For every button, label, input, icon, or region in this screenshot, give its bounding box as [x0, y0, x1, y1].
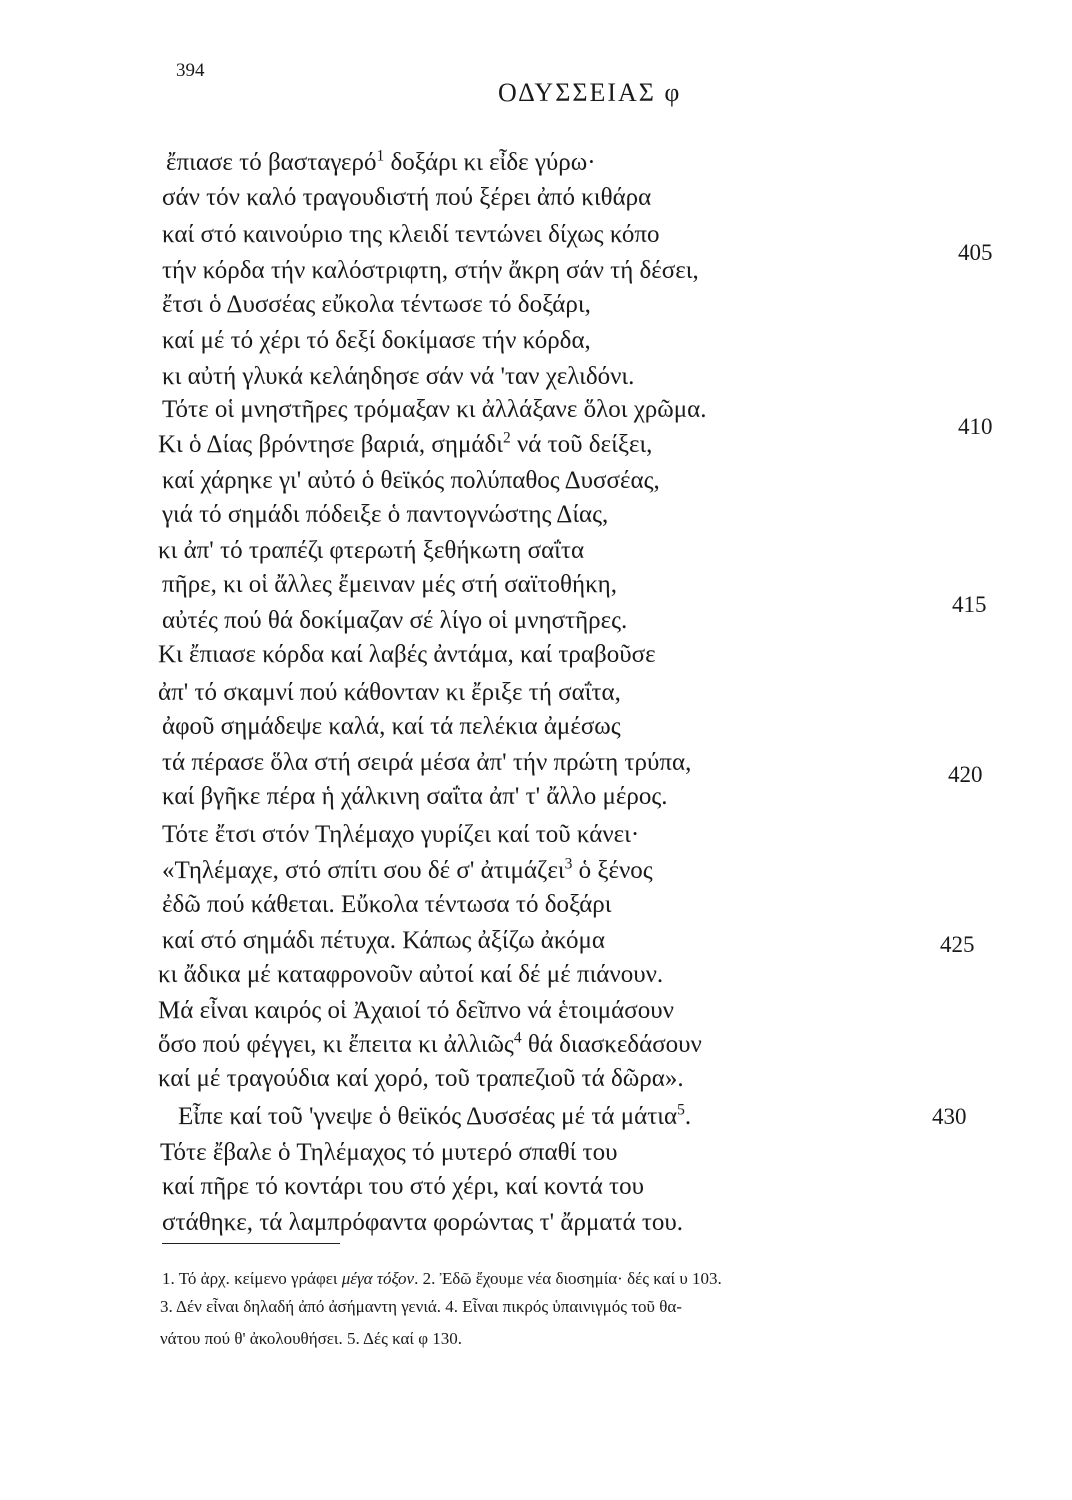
footnote-line: νάτου πού θ' ἀκολουθήσει. 5. Δές καί φ 130.: [160, 1329, 463, 1348]
verse-line: κι αὐτή γλυκά κελάηδησε σάν νά 'ταν χελιδόνι.: [162, 363, 635, 390]
verse-line: καί χάρηκε γι' αὐτό ὁ θεϊκός πολύπαθος Δυσσέας,: [162, 467, 660, 494]
verse-line: Κι ἔπιασε κόρδα καί λαβές ἀντάμα, καί τραβοῦσε: [158, 641, 656, 668]
verse-line: ὅσο πού φέγγει, κι ἔπειτα κι ἀλλιῶς$^4$ θά διασκεδάσουν: [158, 1029, 702, 1058]
verse-line: ἔτσι ὁ Δυσσέας εὔκολα τέντωσε τό δοξάρι,: [162, 291, 591, 318]
verse-line: Τότε οἱ μνηστῆρες τρόμαξαν κι ἀλλάξανε ὅλοι χρῶμα.: [162, 396, 707, 423]
footnote-rule: [162, 1243, 340, 1244]
verse-line: κι ἄδικα μέ καταφρονοῦν αὐτοί καί δέ μέ πιάνουν.: [158, 961, 664, 988]
line-number: 420: [948, 762, 983, 787]
verse-line: κι ἀπ' τό τραπέζι φτερωτή ξεθήκωτη σαΐτα: [158, 537, 585, 564]
verse-line: ἀφοῦ σημάδεψε καλά, καί τά πελέκια ἀμέσως: [162, 713, 621, 740]
line-number: 405: [958, 240, 993, 265]
line-number: 410: [958, 414, 993, 439]
verse-line: καί μέ τραγούδια καί χορό, τοῦ τραπεζιοῦ τά δῶρα».: [158, 1065, 684, 1092]
verse-line: καί μέ τό χέρι τό δεξί δοκίμασε τήν κόρδα,: [162, 327, 591, 354]
verse-line: καί πῆρε τό κοντάρι του στό χέρι, καί κοντά του: [162, 1173, 644, 1200]
verse-line: Εἶπε καί τοῦ 'γνεψε ὁ θεϊκός Δυσσέας μέ τά μάτια$^5$.: [178, 1101, 692, 1130]
verse-line: πῆρε, κι οἱ ἄλλες ἔμειναν μές στή σαϊτοθήκη,: [162, 571, 618, 598]
verse-line: Κι ὁ Δίας βρόντησε βαριά, σημάδι$^2$ νά τοῦ δείξει,: [158, 429, 653, 458]
verse-line: αὐτές πού θά δοκίμαζαν σέ λίγο οἱ μνηστῆρες.: [162, 607, 628, 634]
line-number: 415: [952, 592, 987, 617]
line-number: 430: [932, 1104, 967, 1129]
line-number: 425: [940, 932, 975, 957]
running-title: ΟΔΥΣΣΕΙΑΣ φ: [498, 78, 682, 107]
verse-line: τήν κόρδα τήν καλόστριφτη, στήν ἄκρη σάν τή δέσει,: [162, 257, 699, 284]
verse-line: ἔπιασε τό βασταγερό$^1$ δοξάρι κι εἶδε γύρω·: [166, 147, 596, 176]
verse-line: ἀπ' τό σκαμνί πού κάθονταν κι ἔριξε τή σαΐτα,: [158, 679, 621, 706]
page-number: 394: [176, 60, 205, 81]
verse-line: Τότε ἔτσι στόν Τηλέμαχο γυρίζει καί τοῦ κάνει·: [162, 821, 640, 848]
verse-line: τά πέρασε ὅλα στή σειρά μέσα ἀπ' τήν πρώτη τρύπα,: [162, 749, 692, 776]
verse-line: καί στό καινούριο της κλειδί τεντώνει δίχως κόπο: [162, 221, 660, 248]
verse-line: ἐδῶ πού κάθεται. Εὔκολα τέντωσα τό δοξάρι: [162, 891, 612, 918]
verse-line: Τότε ἔβαλε ὁ Τηλέμαχος τό μυτερό σπαθί του: [160, 1139, 618, 1166]
verse-line: στάθηκε, τά λαμπρόφαντα φορώντας τ' ἄρματά του.: [162, 1209, 684, 1236]
footnote-line: 1. Τό ἀρχ. κείμενο γράφει μέγα τόξον. 2. Ἐδῶ ἔχουμε νέα διοσημία· δές καί υ 103.: [162, 1269, 722, 1288]
footnote-line: 3. Δέν εἶναι δηλαδή ἀπό ἀσήμαντη γενιά. 4. Εἶναι πικρός ὑπαινιγμός τοῦ θα-: [160, 1297, 682, 1316]
verse-line: γιά τό σημάδι πόδειξε ὁ παντογνώστης Δίας,: [162, 501, 609, 528]
verse-line: καί βγῆκε πέρα ἡ χάλκινη σαΐτα ἀπ' τ' ἄλλο μέρος.: [162, 783, 668, 810]
verse-line: Μά εἶναι καιρός οἱ Ἀχαιοί τό δεῖπνο νά ἑτοιμάσουν: [158, 997, 674, 1024]
verse-line: καί στό σημάδι πέτυχα. Κάπως ἀξίζω ἀκόμα: [162, 927, 605, 954]
verse-line: σάν τόν καλό τραγουδιστή πού ξέρει ἀπό κιθάρα: [162, 184, 652, 211]
verse-line: «Τηλέμαχε, στό σπίτι σου δέ σ' ἀτιμάζει$^3$ ὁ ξένος: [162, 855, 653, 884]
